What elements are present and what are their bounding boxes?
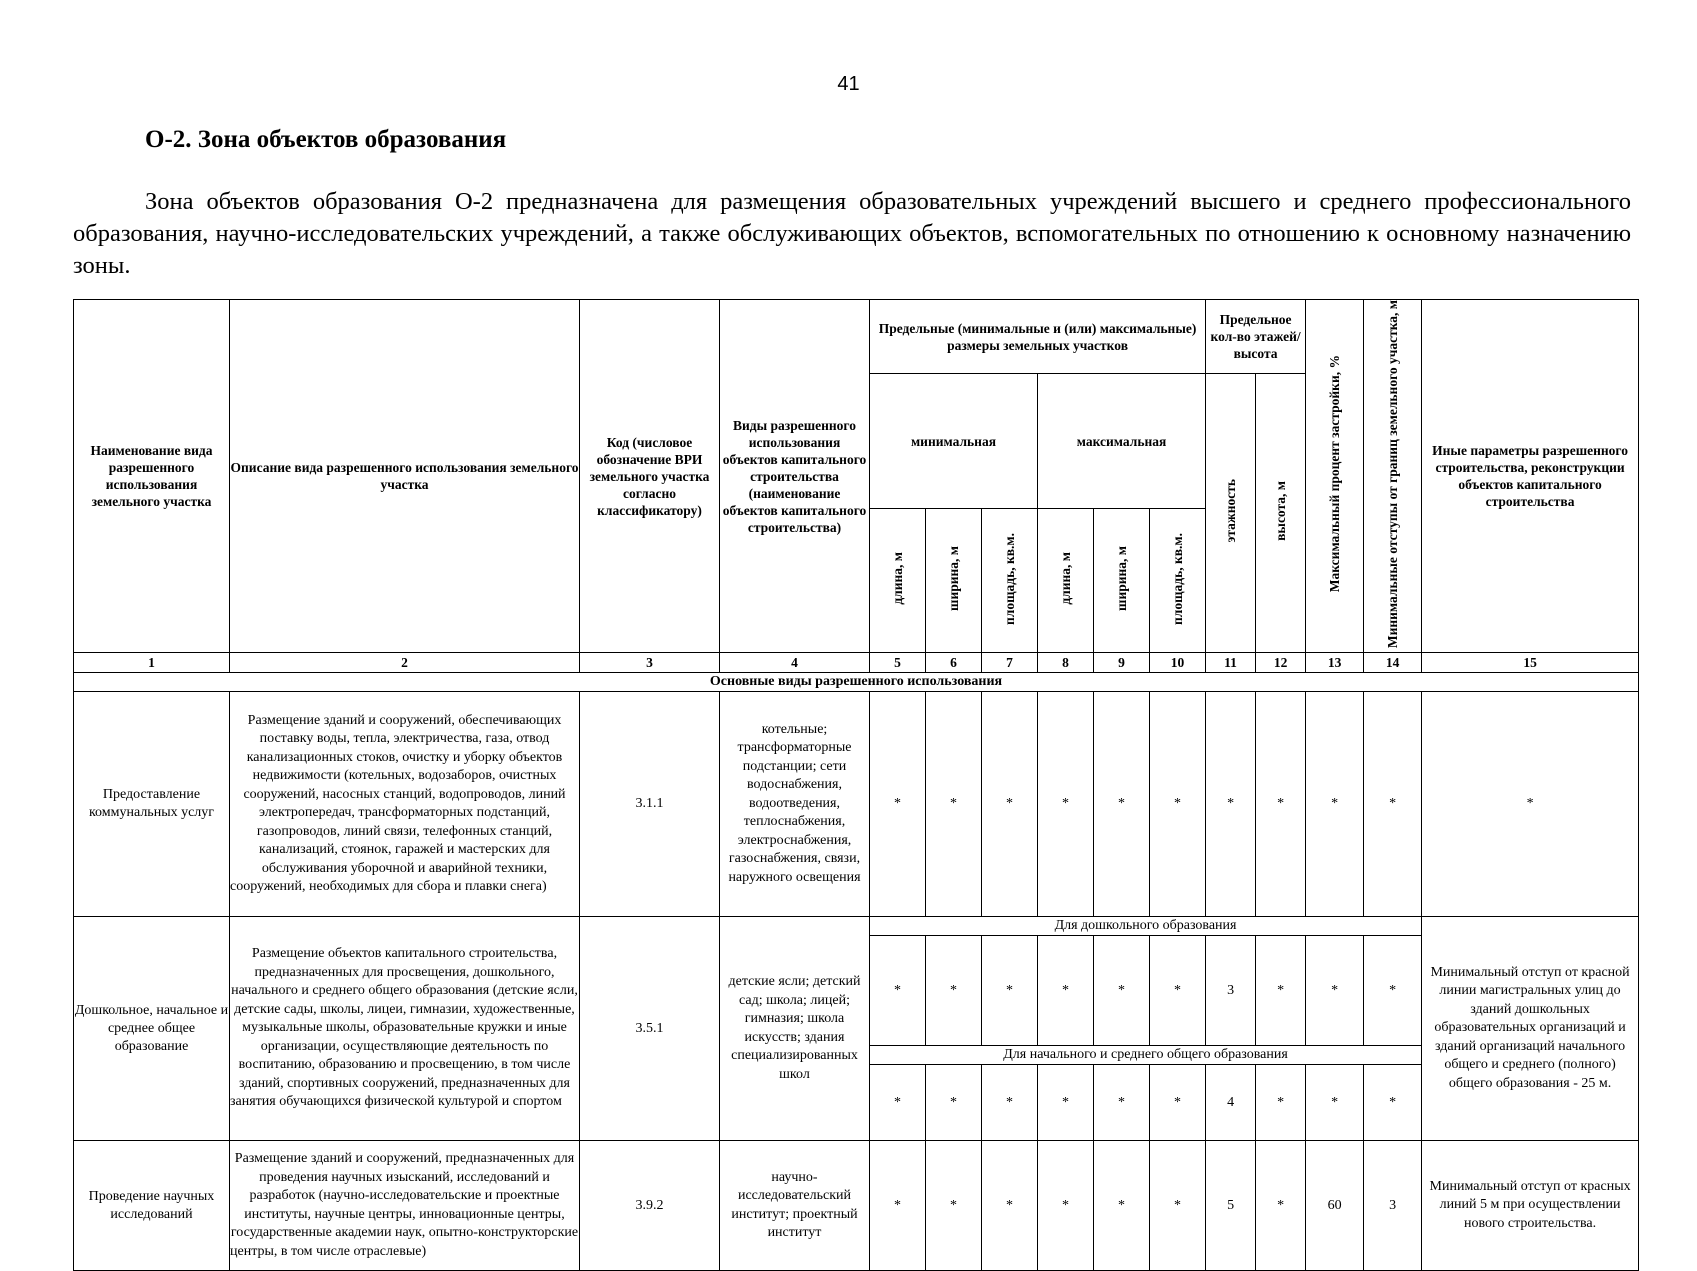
- section-title: О-2. Зона объектов образования: [145, 126, 507, 153]
- column-number: 11: [1206, 653, 1256, 673]
- value-cell: *: [1364, 692, 1422, 917]
- value-cell: *: [982, 692, 1038, 917]
- header-height: высота, м: [1256, 374, 1306, 653]
- column-number: 13: [1306, 653, 1364, 673]
- header-kinds: Виды разрешенного использования объектов капитального строительства (наименование объектов капитального строительства): [720, 300, 870, 653]
- row-code: 3.5.1: [580, 917, 720, 1141]
- value-cell: *: [1094, 1141, 1150, 1271]
- value-cell: *: [1256, 936, 1306, 1046]
- header-min-width: ширина, м: [926, 509, 982, 653]
- value-cell: *: [1038, 936, 1094, 1046]
- column-number: 3: [580, 653, 720, 673]
- value-cell: *: [1038, 1065, 1094, 1141]
- value-cell: *: [926, 1065, 982, 1141]
- value-cell: *: [1094, 692, 1150, 917]
- value-cell: 5: [1206, 1141, 1256, 1271]
- column-number: 2: [230, 653, 580, 673]
- page-number: 41: [837, 73, 860, 95]
- row-description: Размещение зданий и сооружений, предназначенных для проведения научных изысканий, исследований и разработок (научно-исследовательские и проектные институты, научные центры, инновационные центры, государственные академии наук, опытно-конструкторские центры, в том числе отраслевые): [230, 1141, 580, 1271]
- value-cell: *: [926, 692, 982, 917]
- value-cell: *: [1038, 692, 1094, 917]
- row-other: *: [1422, 692, 1639, 917]
- value-cell: *: [1256, 692, 1306, 917]
- header-min-setback: Минимальные отступы от границ земельного участка, м: [1364, 300, 1422, 653]
- value-cell: *: [1206, 692, 1256, 917]
- header-min-length: длина, м: [870, 509, 926, 653]
- value-cell: 60: [1306, 1141, 1364, 1271]
- regulations-table: [73, 299, 1639, 1271]
- value-cell: *: [870, 692, 926, 917]
- value-cell: 3: [1206, 936, 1256, 1046]
- column-number: 4: [720, 653, 870, 673]
- column-number: 6: [926, 653, 982, 673]
- table-row: [74, 917, 1639, 936]
- header-floors: этажность: [1206, 374, 1256, 653]
- row-code: 3.9.2: [580, 1141, 720, 1271]
- value-cell: *: [1150, 1141, 1206, 1271]
- value-cell: *: [1038, 1141, 1094, 1271]
- header-floors-group: Предельное кол-во этажей/ высота: [1206, 300, 1306, 374]
- value-cell: *: [1256, 1141, 1306, 1271]
- value-cell: *: [982, 1141, 1038, 1271]
- value-cell: *: [870, 1065, 926, 1141]
- row-name: Проведение научных исследований: [74, 1141, 230, 1271]
- header-name: Наименование вида разрешенного использования земельного участка: [74, 300, 230, 653]
- header-minimal: минимальная: [870, 374, 1038, 509]
- header-limits: Предельные (минимальные и (или) максимальные) размеры земельных участков: [870, 300, 1206, 374]
- value-cell: *: [926, 936, 982, 1046]
- value-cell: *: [982, 936, 1038, 1046]
- value-cell: *: [1094, 1065, 1150, 1141]
- header-maximal: максимальная: [1038, 374, 1206, 509]
- intro-paragraph: [73, 186, 1631, 282]
- row-name: Дошкольное, начальное и среднее общее образование: [74, 917, 230, 1141]
- header-max-width: ширина, м: [1094, 509, 1150, 653]
- column-number: 14: [1364, 653, 1422, 673]
- row-description: Размещение объектов капитального строительства, предназначенных для просвещения, дошкольного, начального и среднего общего образования (детские ясли, детские сады, школы, лицеи, гимназии, художественные, музыкальные школы, образовательные кружки и иные организации, осуществляющие деятельность по воспитанию, образованию и просвещению, в том числе зданий, спортивных сооружений, предназначенных для занятия обучающихся физической культурой и спортом: [230, 917, 580, 1141]
- value-cell: *: [1094, 936, 1150, 1046]
- header-max-percent: Максимальный процент застройки, %: [1306, 300, 1364, 653]
- table-row: [74, 1141, 1639, 1271]
- column-number: 1: [74, 653, 230, 673]
- column-number: 7: [982, 653, 1038, 673]
- header-min-area: площадь, кв.м.: [982, 509, 1038, 653]
- subgroup-label-general: Для начального и среднего общего образования: [870, 1046, 1422, 1065]
- table-row: [74, 692, 1639, 917]
- header-max-length: длина, м: [1038, 509, 1094, 653]
- value-cell: *: [1256, 1065, 1306, 1141]
- value-cell: *: [1150, 692, 1206, 917]
- row-description: Размещение зданий и сооружений, обеспечивающих поставку воды, тепла, электричества, газа, отвод канализационных стоков, очистку и уборку объектов недвижимости (котельных, водозаборов, очистных сооружений, насосных станций, водопроводов, линий электропередач, трансформаторных подстанций, газопроводов, линий связи, телефонных станций, канализаций, стоянок, гаражей и мастерских для обслуживания уборочной и аварийной техники, сооружений, необходимых для сбора и плавки снега): [230, 692, 580, 917]
- row-other: Минимальный отступ от красной линии магистральных улиц до зданий дошкольных образовательных организаций и зданий организаций начального общего и среднего (полного) общего образования - 25 м.: [1422, 917, 1639, 1141]
- row-code: 3.1.1: [580, 692, 720, 917]
- header-other: Иные параметры разрешенного строительства, реконструкции объектов капитального строительства: [1422, 300, 1639, 653]
- value-cell: *: [982, 1065, 1038, 1141]
- header-code: Код (числовое обозначение ВРИ земельного участка согласно классификатору): [580, 300, 720, 653]
- value-cell: *: [1306, 692, 1364, 917]
- column-number: 10: [1150, 653, 1206, 673]
- value-cell: *: [1364, 1065, 1422, 1141]
- row-kinds: котельные; трансформаторные подстанции; сети водоснабжения, водоотведения, теплоснабжения, электроснабжения, газоснабжения, связи, наружного освещения: [720, 692, 870, 917]
- value-cell: *: [1364, 936, 1422, 1046]
- column-number: 12: [1256, 653, 1306, 673]
- column-number: 9: [1094, 653, 1150, 673]
- column-number: 15: [1422, 653, 1639, 673]
- value-cell: *: [926, 1141, 982, 1271]
- value-cell: *: [1306, 1065, 1364, 1141]
- section-label: Основные виды разрешенного использования: [74, 673, 1639, 692]
- row-kinds: детские ясли; детский сад; школа; лицей; гимназия; школа искусств; здания специализированных школ: [720, 917, 870, 1141]
- value-cell: *: [1306, 936, 1364, 1046]
- column-number: 5: [870, 653, 926, 673]
- row-other: Минимальный отступ от красных линий 5 м при осуществлении нового строительства.: [1422, 1141, 1639, 1271]
- column-number: 8: [1038, 653, 1094, 673]
- intro-text: Зона объектов образования О-2 предназначена для размещения образовательных учреждений высшего и среднего профессионального образования, научно-исследовательских учреждений, а также обслуживающих объектов, вспомогательных по отношению к основному назначению зоны.: [73, 188, 1631, 279]
- value-cell: *: [870, 1141, 926, 1271]
- header-max-area: площадь, кв.м.: [1150, 509, 1206, 653]
- header-description: Описание вида разрешенного использования земельного участка: [230, 300, 580, 653]
- row-name: Предоставление коммунальных услуг: [74, 692, 230, 917]
- value-cell: *: [1150, 1065, 1206, 1141]
- subgroup-label-preschool: Для дошкольного образования: [870, 917, 1422, 936]
- value-cell: 4: [1206, 1065, 1256, 1141]
- value-cell: *: [870, 936, 926, 1046]
- value-cell: *: [1150, 936, 1206, 1046]
- value-cell: 3: [1364, 1141, 1422, 1271]
- row-kinds: научно-исследовательский институт; проектный институт: [720, 1141, 870, 1271]
